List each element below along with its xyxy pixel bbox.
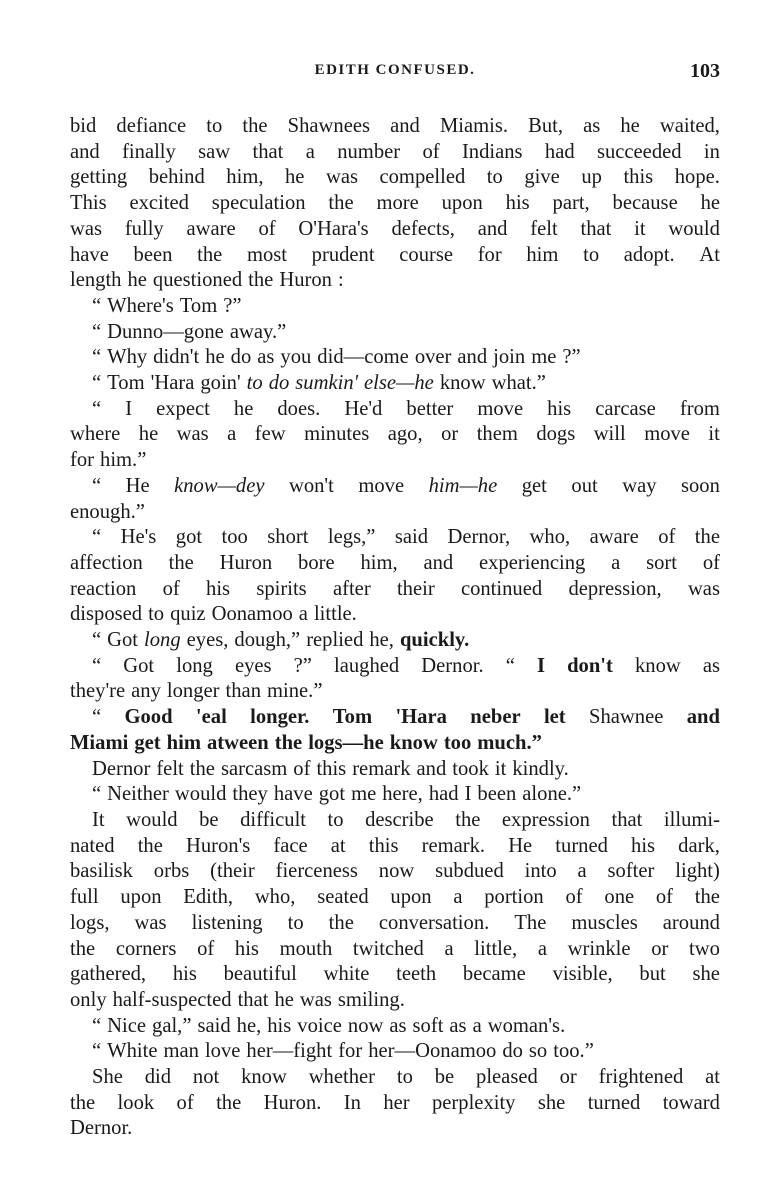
text-line: logs, was listening to the conversation. The muscles around: [70, 911, 720, 934]
text-line: “ Tom 'Hara goin' to do sumkin' else—he know what.”: [92, 372, 546, 395]
text-line: bid defiance to the Shawnees and Miamis. But, as he waited,: [70, 115, 720, 137]
text-line: “ Nice gal,” said he, his voice now as soft as a woman's.: [92, 1014, 566, 1037]
text-line: She did not know whether to be pleased or frightened at: [92, 1066, 720, 1089]
text-line: “ White man love her—fight for her—Oonamoo do so too.”: [92, 1040, 594, 1063]
text-line: was fully aware of O'Hara's defects, and felt that it would: [70, 217, 720, 240]
text-line: disposed to quiz Oonamoo a little.: [70, 603, 357, 626]
text-line: for him.”: [70, 449, 147, 472]
text-line: Dernor.: [70, 1117, 133, 1140]
text-line: “ Got long eyes, dough,” replied he, quickly.: [92, 629, 470, 652]
text-line: “ Where's Tom ?”: [92, 294, 242, 317]
text-line: the corners of his mouth twitched a little, a wrinkle or two: [70, 937, 720, 960]
text-line: the look of the Huron. In her perplexity she turned toward: [70, 1091, 720, 1114]
text-line: Dernor felt the sarcasm of this remark and took it kindly.: [92, 757, 569, 780]
page-number: 103: [690, 60, 720, 82]
text-line: “ Why didn't he do as you did—come over and join me ?”: [92, 346, 581, 369]
text-line: enough.”: [70, 500, 145, 523]
text-line: Miami get him atween the logs—he know too much.”: [70, 731, 542, 754]
text-line: and finally saw that a number of Indians had succeeded in: [70, 140, 720, 163]
text-line: “ Neither would they have got me here, had I been alone.”: [92, 783, 582, 806]
text-line: full upon Edith, who, seated upon a portion of one of the: [70, 886, 720, 909]
text-line: only half-suspected that he was smiling.: [70, 988, 405, 1011]
text-line: “ Good 'eal longer. Tom 'Hara neber let Shawnee and: [92, 706, 720, 729]
text-line: It would be difficult to describe the expression that illumi-: [92, 808, 720, 831]
text-line: affection the Huron bore him, and experiencing a sort of: [70, 551, 720, 574]
text-line: they're any longer than mine.”: [70, 680, 323, 703]
page-header: [70, 62, 720, 88]
text-line: basilisk orbs (their fierceness now subdued into a softer light): [70, 860, 720, 883]
text-line: “ He know—dey won't move him—he get out way soon: [92, 474, 720, 497]
text-line: gathered, his beautiful white teeth became visible, but she: [70, 963, 720, 986]
text-line: “ Got long eyes ?” laughed Dernor. “ I don't know as: [92, 654, 720, 677]
text-line: length he questioned the Huron :: [70, 269, 344, 292]
text-line: reaction of his spirits after their continued depression, was: [70, 577, 720, 600]
text-line: have been the most prudent course for him to adopt. At: [70, 243, 720, 266]
body-text: [70, 114, 720, 1142]
running-head: EDITH CONFUSED.: [314, 62, 476, 78]
text-line: This excited speculation the more upon his part, because he: [70, 192, 720, 215]
text-line: “ He's got too short legs,” said Dernor, who, aware of the: [92, 526, 720, 549]
text-line: nated the Huron's face at this remark. He turned his dark,: [70, 834, 720, 857]
text-line: getting behind him, he was compelled to give up this hope.: [70, 166, 720, 189]
text-line: where he was a few minutes ago, or them dogs will move it: [70, 423, 720, 446]
text-line: “ I expect he does. He'd better move his carcase from: [92, 397, 720, 420]
text-line: “ Dunno—gone away.”: [92, 320, 287, 343]
